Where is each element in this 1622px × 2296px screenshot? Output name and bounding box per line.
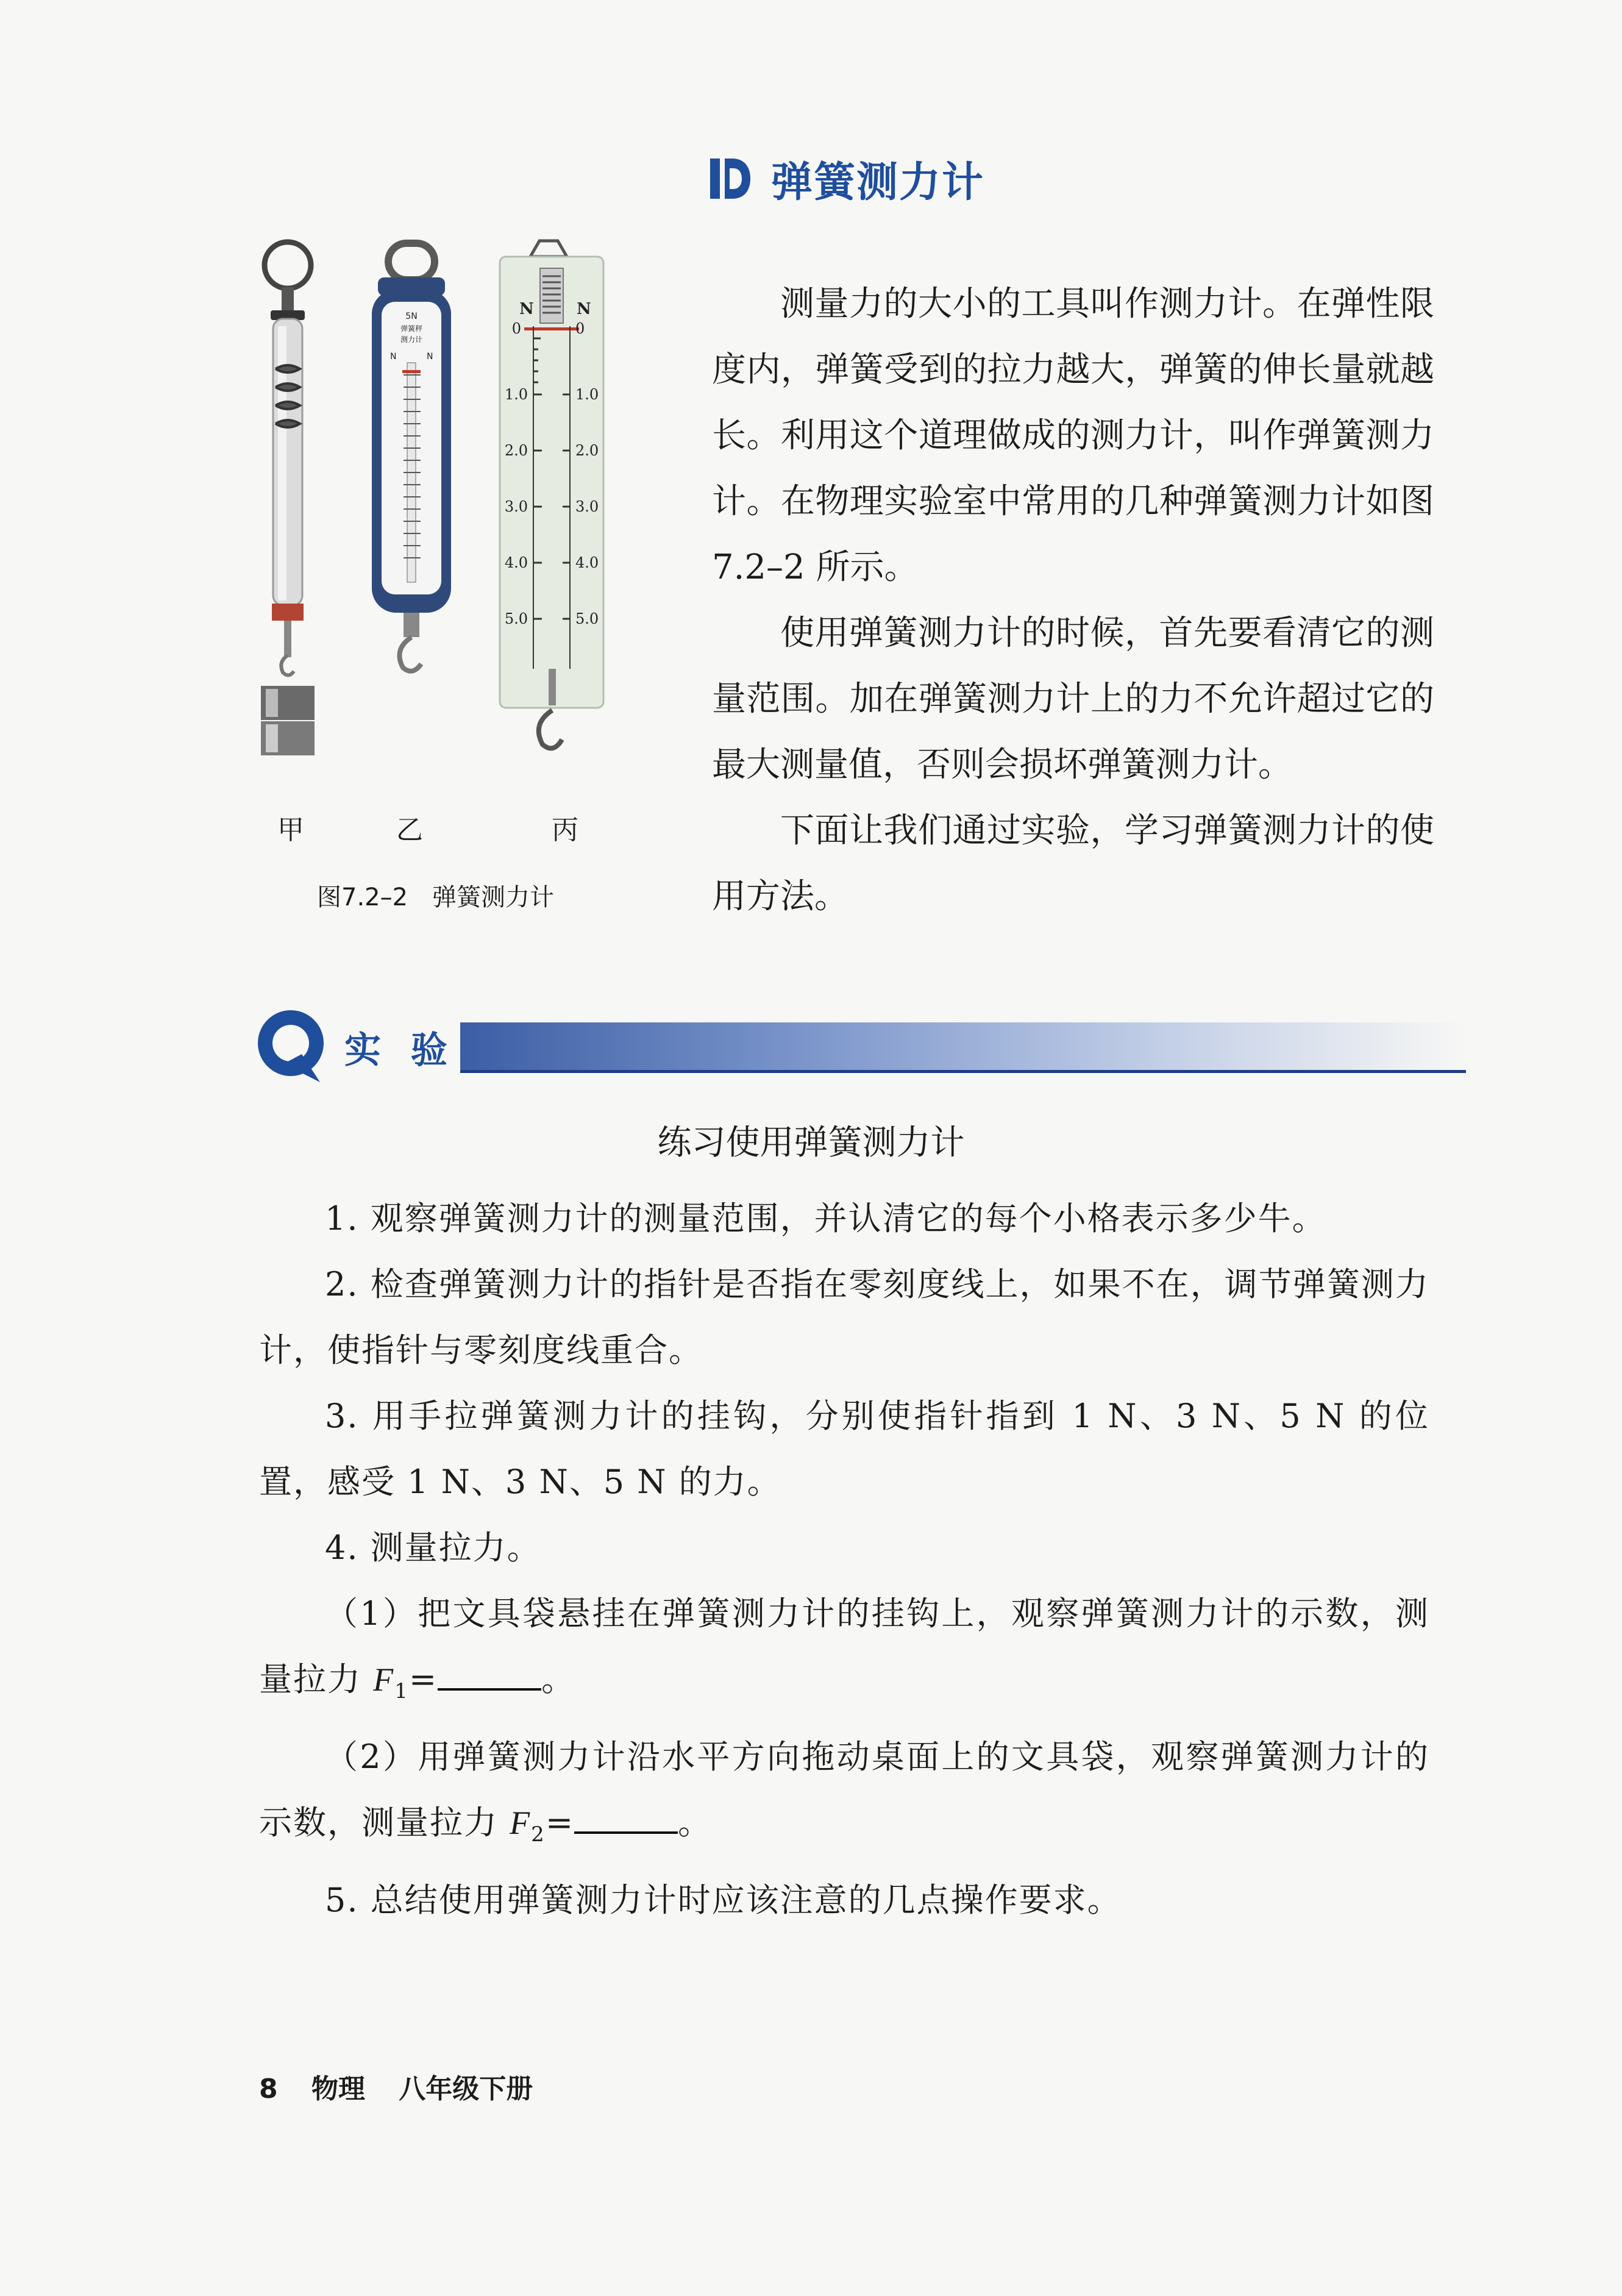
step: 3. 用手拉弹簧测力计的挂钩，分别使指针指到 1 N、3 N、5 N 的位置，感受 1 N、3 N、5 N 的力。: [259, 1397, 1429, 1501]
footer-subject: 物理: [311, 2073, 365, 2105]
svg-text:5.0: 5.0: [504, 610, 528, 627]
page-footer: [259, 2067, 557, 2106]
section-heading: [710, 145, 984, 212]
footer-grade: 八年级下册: [399, 2073, 533, 2105]
step-sub-1: [259, 1581, 1429, 1724]
banner-title: 实 验: [344, 1029, 456, 1072]
force-symbol: F: [373, 1661, 395, 1698]
spring-scale-yi: [372, 243, 451, 671]
paragraph: 使用弹簧测力计的时候，首先要看清它的测量范围。加在弹簧测力计上的力不允许超过它的最大测量值，否则会损坏弹簧测力计。: [712, 613, 1434, 785]
experiment-title: 练习使用弹簧测力计: [657, 1123, 965, 1163]
svg-text:2.0: 2.0: [575, 442, 599, 459]
answer-blank-f1[interactable]: [438, 1664, 541, 1691]
section-marker-icon: [710, 157, 750, 200]
svg-text:弹簧秤: 弹簧秤: [400, 324, 423, 333]
svg-text:N: N: [427, 352, 433, 362]
figure-label-bing: 丙: [552, 815, 578, 846]
svg-text:3.0: 3.0: [504, 498, 528, 515]
svg-text:N: N: [577, 300, 591, 318]
paragraph: 测量力的大小的工具叫作测力计。在弹性限度内，弹簧受到的拉力越大，弹簧的伸长量就越长。利用这个道理做成的测力计，叫作弹簧测力计。在物理实验室中常用的几种弹簧测力计如图 7.2–2 所示。: [712, 284, 1434, 587]
page-number: 8: [259, 2073, 278, 2105]
figure-label-yi: 乙: [396, 815, 423, 846]
experiment-icon: [253, 1003, 332, 1088]
svg-text:测力计: 测力计: [400, 335, 423, 344]
svg-text:4.0: 4.0: [575, 554, 599, 571]
experiment-banner: [253, 1003, 1466, 1094]
force-subscript: 2: [531, 1822, 546, 1847]
paragraph: 下面让我们通过实验，学习弹簧测力计的使用方法。: [712, 811, 1434, 916]
banner-strip: [460, 1022, 1466, 1073]
step-sub-1-text: （1）把文具袋悬挂在弹簧测力计的挂钩上，观察弹簧测力计的示数，测量拉力: [259, 1594, 1429, 1699]
svg-text:0: 0: [511, 320, 521, 337]
figure-label-jia: 甲: [277, 815, 304, 846]
step: 5. 总结使用弹簧测力计时应该注意的几点操作要求。: [325, 1880, 1122, 1919]
force-symbol: F: [510, 1804, 532, 1841]
force-subscript: 1: [394, 1678, 409, 1703]
step-sub-2-text: （2）用弹簧测力计沿水平方向拖动桌面上的文具袋，观察弹簧测力计的示数，测量拉力: [259, 1737, 1429, 1842]
equals-sign: =: [408, 1660, 438, 1699]
spring-scale-bing: [500, 241, 603, 748]
svg-text:5.0: 5.0: [575, 610, 599, 627]
spring-scale-jia: [261, 242, 315, 755]
svg-text:0: 0: [575, 320, 585, 337]
svg-text:2.0: 2.0: [504, 442, 528, 459]
svg-text:4.0: 4.0: [504, 554, 528, 571]
spring-scale-figure: [244, 235, 634, 869]
intro-text: [712, 271, 1434, 930]
svg-text:5N: 5N: [405, 312, 418, 321]
figure-caption: 图7.2–2 弹簧测力计: [317, 883, 555, 911]
step: 4. 测量拉力。: [325, 1528, 541, 1567]
svg-text:N: N: [390, 352, 397, 362]
svg-text:3.0: 3.0: [575, 498, 599, 515]
period: 。: [541, 1660, 576, 1699]
step-sub-2: [259, 1724, 1429, 1867]
svg-text:1.0: 1.0: [575, 386, 599, 403]
section-title: 弹簧测力计: [771, 158, 985, 207]
step: 1. 观察弹簧测力计的测量范围，并认清它的每个小格表示多少牛。: [325, 1199, 1326, 1238]
svg-text:1.0: 1.0: [504, 386, 528, 403]
step: 2. 检查弹簧测力计的指针是否指在零刻度线上，如果不在，调节弹簧测力计，使指针与零刻度线重合。: [259, 1265, 1429, 1369]
period: 。: [678, 1803, 713, 1842]
svg-text:N: N: [519, 300, 534, 318]
equals-sign: =: [545, 1803, 575, 1842]
experiment-steps: [259, 1186, 1429, 1933]
answer-blank-f2[interactable]: [574, 1807, 678, 1834]
